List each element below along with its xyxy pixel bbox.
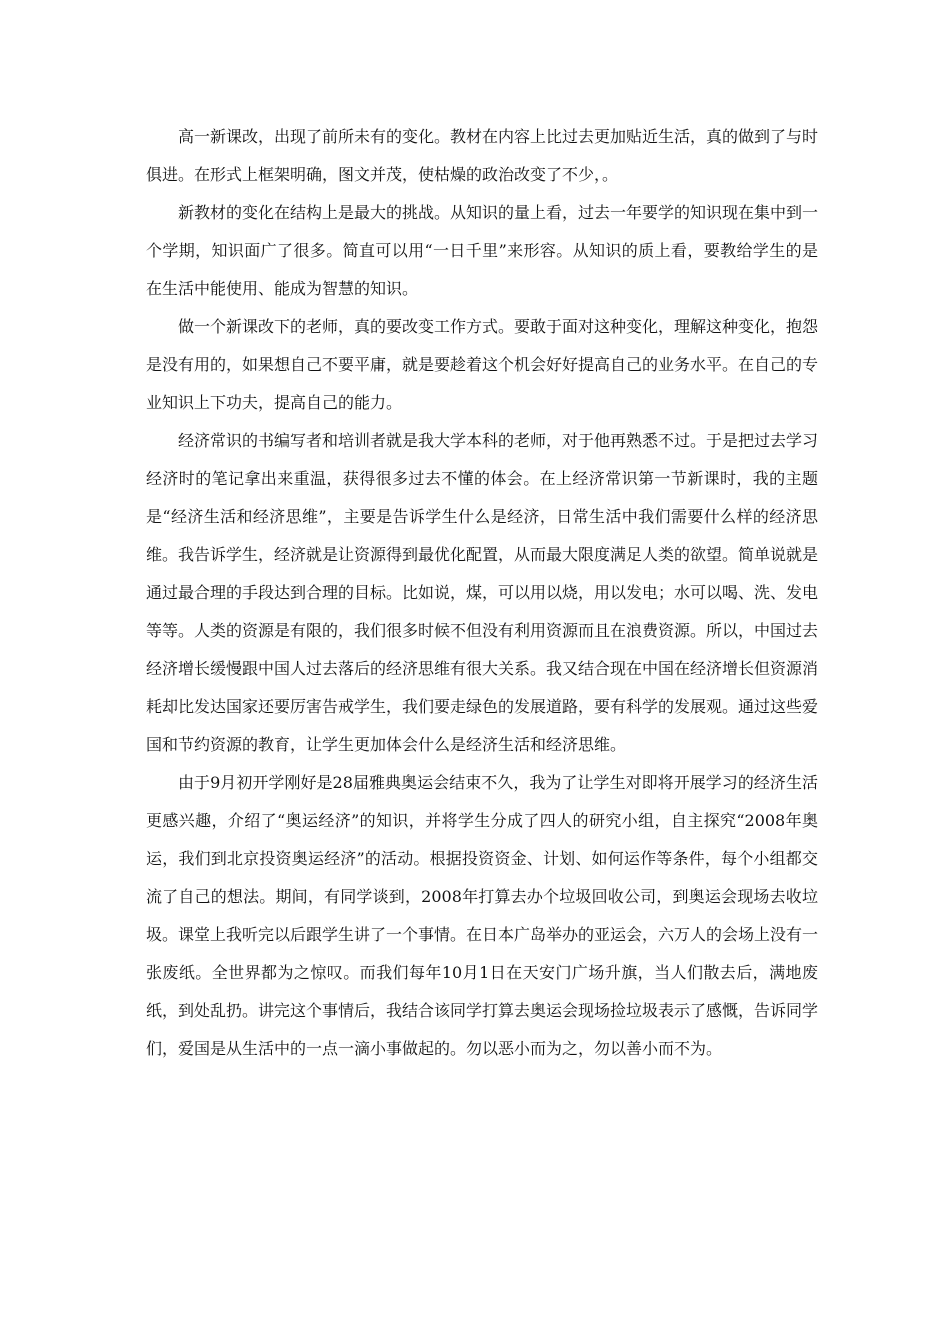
paragraph-3: 做一个新课改下的老师，真的要改变工作方式。要敢于面对这种变化，理解这种变化，抱怨是没有用的，如果想自己不要平庸，就是要趁着这个机会好好提高自己的业务水平。在自己的专业知识上下功夫，提高自己的能力。 — [146, 317, 819, 412]
paragraph-1: 高一新课改，出现了前所未有的变化。教材在内容上比过去更加贴近生活，真的做到了与时俱进。在形式上框架明确，图文并茂，使枯燥的政治改变了不少，。 — [146, 127, 819, 184]
paragraph-5: 由于9月初开学刚好是28届雅典奥运会结束不久，我为了让学生对即将开展学习的经济生活更感兴趣，介绍了“奥运经济”的知识，并将学生分成了四人的研究小组，自主探究“2008年奥运，我们到北京投资奥运经济”的活动。根据投资资金、计划、如何运作等条件，每个小组都交流了自己的想法。期间，有同学谈到，2008年打算去办个垃圾回收公司，到奥运会现场去收垃圾。课堂上我听完以后跟学生讲了一个事情。在日本广岛举办的亚运会，六万人的会场上没有一张废纸。全世界都为之惊叹。而我们每年10月1日在天安门广场升旗，当人们散去后，满地废纸，到处乱扔。讲完这个事情后，我结合该同学打算去奥运会现场捡垃圾表示了感慨，告诉同学们，爱国是从生活中的一点一滴小事做起的。勿以恶小而为之，勿以善小而不为。 — [146, 773, 819, 1058]
document-page — [146, 118, 818, 1068]
paragraph-2: 新教材的变化在结构上是最大的挑战。从知识的量上看，过去一年要学的知识现在集中到一个学期，知识面广了很多。简直可以用“一日千里”来形容。从知识的质上看，要教给学生的是在生活中能使用、能成为智慧的知识。 — [146, 203, 819, 298]
paragraph-4: 经济常识的书编写者和培训者就是我大学本科的老师，对于他再熟悉不过。于是把过去学习经济时的笔记拿出来重温，获得很多过去不懂的体会。在上经济常识第一节新课时，我的主题是“经济生活和经济思维”，主要是告诉学生什么是经济，日常生活中我们需要什么样的经济思维。我告诉学生，经济就是让资源得到最优化配置，从而最大限度满足人类的欲望。简单说就是通过最合理的手段达到合理的目标。比如说，煤，可以用以烧，用以发电；水可以喝、洗、发电等等。人类的资源是有限的，我们很多时候不但没有利用资源而且在浪费资源。所以，中国过去经济增长缓慢跟中国人过去落后的经济思维有很大关系。我又结合现在中国在经济增长但资源消耗却比发达国家还要厉害告戒学生，我们要走绿色的发展道路，要有科学的发展观。通过这些爱国和节约资源的教育，让学生更加体会什么是经济生活和经济思维。 — [146, 431, 819, 754]
